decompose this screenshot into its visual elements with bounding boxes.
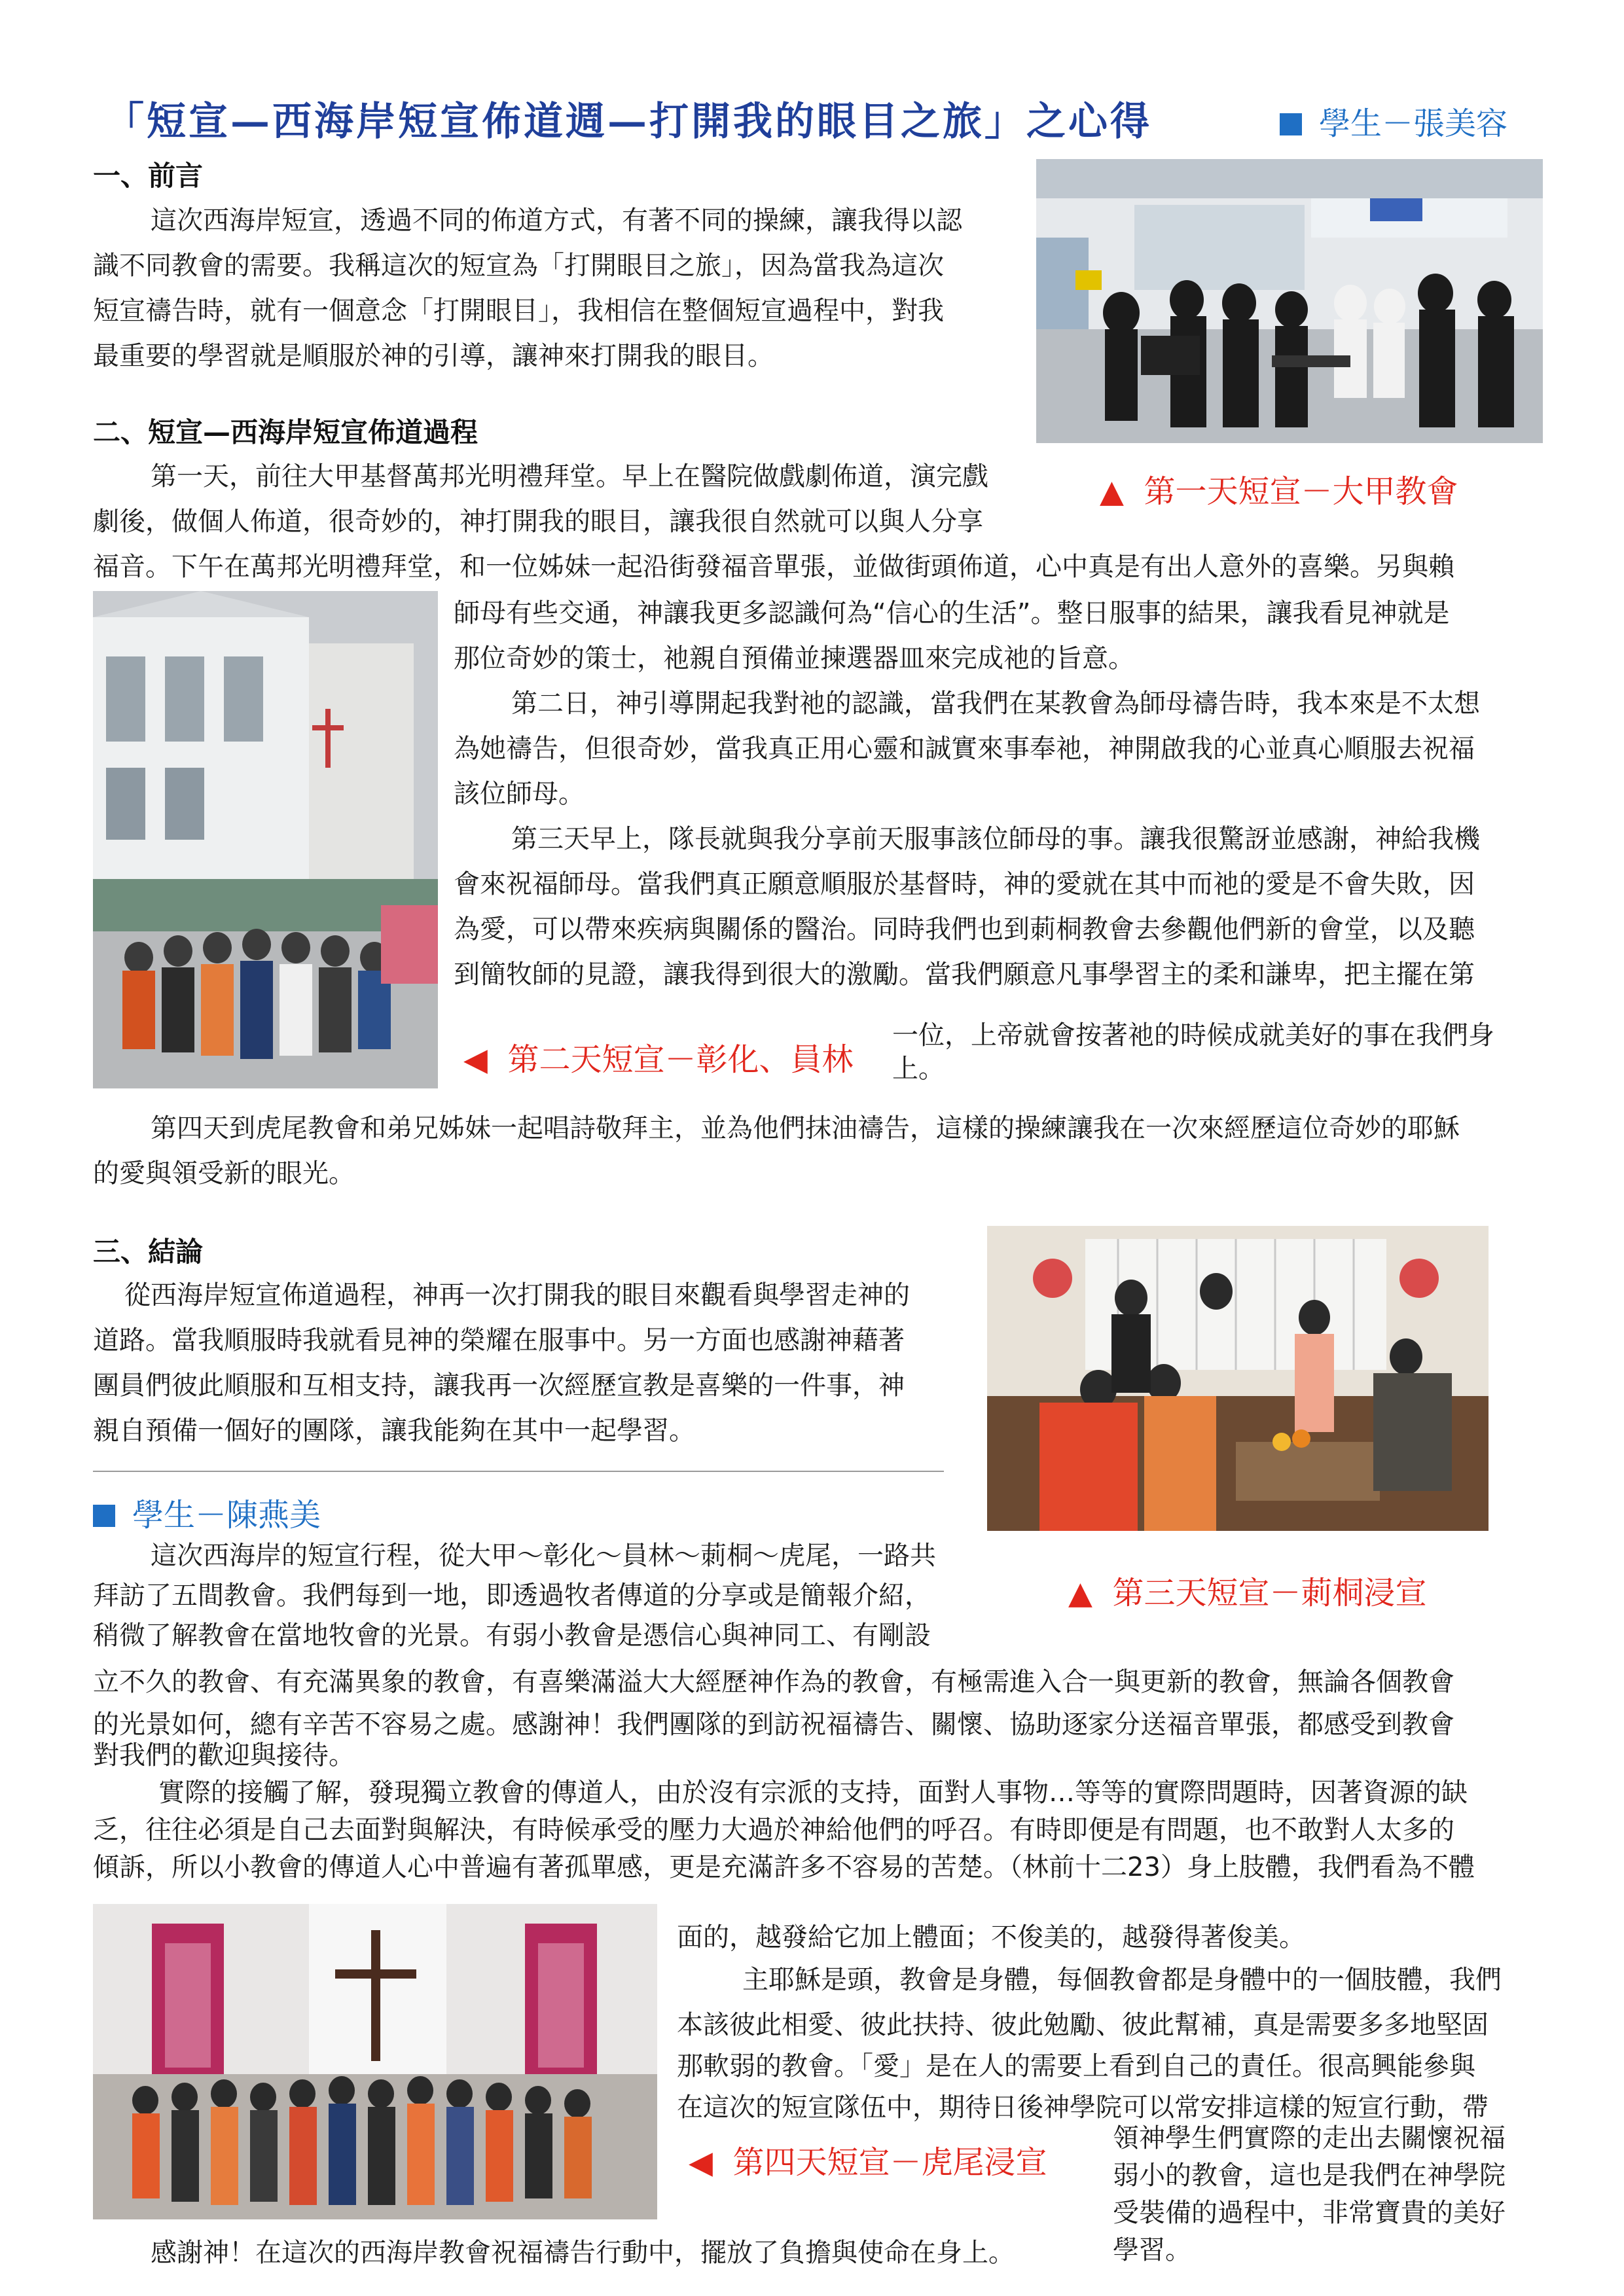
text-line: 那位奇妙的策士，祂親自預備並揀選器皿來完成祂的旨意。 xyxy=(454,643,1134,673)
text-line: 稍微了解教會在當地牧會的光景。有弱小教會是憑信心與神同工、有剛設 xyxy=(93,1621,931,1651)
text-line: 為她禱告，但很奇妙，當我真正用心靈和誠實來事奉祂，神開啟我的心並真心順服去祝福 xyxy=(454,734,1475,764)
up-triangle-icon: ▲ xyxy=(1100,473,1124,510)
text-line: 的愛與領受新的眼光。 xyxy=(93,1158,355,1189)
text-line: 短宣禱告時，就有一個意念「打開眼目」，我相信在整個短宣過程中，對我 xyxy=(93,296,944,326)
text-line: 弱小的教會，這也是我們在神學院 xyxy=(1113,2161,1506,2191)
text-line: 該位師母。 xyxy=(454,779,585,809)
text-line: 乏，往往必須是自己去面對與解決，有時候承受的壓力大過於神給他們的呼召。有時即便是有問題，也不敢對人太多的 xyxy=(93,1815,1454,1845)
text-line: 的光景如何，總有辛苦不容易之處。感謝神！我們團隊的到訪祝福禱告、關懷、協助逐家分送福音單張，都感受到教會 xyxy=(93,1710,1454,1740)
text-line: 會來祝福師母。當我們真正願意順服於基督時，神的愛就在其中而祂的愛是不會失敗，因 xyxy=(454,869,1475,899)
author-byline-2 xyxy=(93,1490,321,1535)
photo-day3-citong xyxy=(987,1226,1489,1531)
process-paragraph-c xyxy=(892,1013,1543,1092)
caption-day4 xyxy=(689,2137,1047,2182)
text-line: 道路。當我順服時我就看見神的榮耀在服事中。另一方面也感謝神藉著 xyxy=(93,1325,905,1355)
photo-day4-huwei xyxy=(93,1904,657,2219)
text-line: 第三天早上，隊長就與我分享前天服事該位師母的事。讓我很驚訝並感謝，神給我機 xyxy=(511,824,1480,854)
author-1-name: 學生－張美容 xyxy=(1319,105,1508,142)
text-line: 領神學生們實際的走出去關懷祝福 xyxy=(1113,2123,1506,2153)
photo-day3-illustration xyxy=(987,1226,1489,1531)
text-line: 福音。下午在萬邦光明禮拜堂，和一位姊妹一起沿街發福音單張，並做街頭佈道，心中真是有出人意外的喜樂。另與賴 xyxy=(93,552,1454,582)
text-line: 在這次的短宣隊伍中，期待日後神學院可以常安排這樣的短宣行動，帶 xyxy=(677,2092,1489,2123)
text-line: 到簡牧師的見證，讓我得到很大的激勵。當我們願意凡事學習主的柔和謙卑，把主擺在第 xyxy=(454,960,1475,990)
reflection-paragraph-c xyxy=(677,1915,1541,2130)
text-line: 識不同教會的需要。我稱這次的短宣為「打開眼目之旅」，因為當我為這次 xyxy=(93,251,944,281)
text-line: 面的，越發給它加上體面；不俊美的，越發得著俊美。 xyxy=(677,1922,1305,1952)
text-line: 第四天到虎尾教會和弟兄姊妹一起唱詩敬拜主，並為他們抹油禱告，這樣的操練讓我在一次來經歷這位奇妙的耶穌 xyxy=(151,1113,1460,1143)
photo-day2-illustration xyxy=(93,591,438,1088)
caption-day2-text: 第二天短宣－彰化、員林 xyxy=(507,1041,854,1078)
text-line: 第一天，前往大甲基督萬邦光明禮拜堂。早上在醫院做戲劇佈道，演完戲 xyxy=(151,461,988,492)
caption-day3 xyxy=(1068,1568,1426,1613)
text-line: 對我們的歡迎與接待。 xyxy=(93,1740,355,1770)
text-line: 一位，上帝就會按著祂的時候成就美好的事在我們身 xyxy=(892,1020,1494,1050)
text-line: 拜訪了五間教會。我們每到一地，即透過牧者傳道的分享或是簡報介紹， xyxy=(93,1581,931,1611)
photo-day1-dajia xyxy=(1036,159,1543,443)
text-line: 學習。 xyxy=(1113,2235,1191,2265)
process-paragraph-d xyxy=(93,1106,1540,1196)
intro-paragraph xyxy=(93,198,1006,379)
text-line: 本該彼此相愛、彼此扶持、彼此勉勵、彼此幫補，真是需要多多地堅固 xyxy=(677,2010,1489,2040)
article-title: 「短宣—西海岸短宣佈道週—打開我的眼目之旅」之心得 xyxy=(105,99,1152,145)
text-line: 最重要的學習就是順服於神的引導，讓神來打開我的眼目。 xyxy=(93,341,774,371)
section-heading-conclusion: 三、結論 xyxy=(93,1236,204,1268)
conclusion-paragraph xyxy=(93,1273,944,1454)
text-line: 那軟弱的教會。「愛」是在人的需要上看到自己的責任。很高興能參與 xyxy=(677,2051,1475,2081)
square-bullet-icon xyxy=(93,1505,115,1527)
caption-day1-text: 第一天短宣－大甲教會 xyxy=(1144,473,1458,510)
text-line: 感謝神！在這次的西海岸教會祝福禱告行動中，擺放了負擔與使命在身上。 xyxy=(151,2238,1015,2268)
text-line: 這次西海岸短宣，透過不同的佈道方式，有著不同的操練，讓我得以認 xyxy=(151,206,962,236)
process-paragraph-b xyxy=(454,591,1543,997)
text-line: 親自預備一個好的團隊，讓我能夠在其中一起學習。 xyxy=(93,1416,695,1446)
reflection-paragraph-b xyxy=(93,1660,1540,1890)
text-line: 受裝備的過程中，非常寶貴的美好 xyxy=(1113,2198,1506,2228)
text-line: 這次西海岸的短宣行程，從大甲～彰化～員林～莿桐～虎尾，一路共 xyxy=(151,1541,936,1571)
text-line: 主耶穌是頭，教會是身體，每個教會都是身體中的一個肢體，我們 xyxy=(742,1965,1502,1995)
photo-day1-illustration xyxy=(1036,159,1543,443)
text-line: 為愛，可以帶來疾病與關係的醫治。同時我們也到莿桐教會去參觀他們新的會堂，以及聽 xyxy=(454,914,1475,944)
text-line: 實際的接觸了解，發現獨立教會的傳道人，由於沒有宗派的支持，面對人事物…等等的實際問題時，因著資源的缺 xyxy=(158,1778,1468,1808)
caption-day4-text: 第四天短宣－虎尾浸宣 xyxy=(732,2144,1047,2181)
text-line: 立不久的教會、有充滿異象的教會，有喜樂滿溢大大經歷神作為的教會，有極需進入合一與更新的教會，無論各個教會 xyxy=(93,1667,1454,1697)
photo-day4-illustration xyxy=(93,1904,657,2219)
author-byline-1 xyxy=(1280,98,1507,143)
caption-day3-text: 第三天短宣－莿桐浸宣 xyxy=(1112,1575,1427,1611)
section-divider xyxy=(93,1471,944,1472)
text-line: 從西海岸短宣佈道過程，神再一次打開我的眼目來觀看與學習走神的 xyxy=(124,1280,910,1310)
caption-day1 xyxy=(1100,466,1458,511)
text-line: 第二日，神引導開起我對祂的認識，當我們在某教會為師母禱告時，我本來是不太想 xyxy=(511,689,1480,719)
square-bullet-icon xyxy=(1280,113,1302,135)
reflection-paragraph-a xyxy=(93,1534,970,1659)
author-2-name: 學生－陳燕美 xyxy=(132,1497,321,1534)
left-triangle-icon: ◀ xyxy=(463,1041,488,1078)
up-triangle-icon: ▲ xyxy=(1068,1575,1092,1611)
section-heading-intro: 一、前言 xyxy=(93,160,204,192)
text-line: 上。 xyxy=(892,1054,945,1084)
text-line: 劇後，做個人佈道，很奇妙的，神打開我的眼目，讓我很自然就可以與人分享 xyxy=(93,507,983,537)
caption-day2 xyxy=(463,1034,853,1079)
text-line: 團員們彼此順服和互相支持，讓我再一次經歷宣教是喜樂的一件事，神 xyxy=(93,1371,905,1401)
left-triangle-icon: ◀ xyxy=(689,2144,713,2181)
closing-paragraph xyxy=(151,2231,1525,2276)
section-heading-process: 二、短宣—西海岸短宣佈道過程 xyxy=(93,416,478,448)
text-line: 師母有些交通，神讓我更多認識何為“信心的生活”。整日服事的結果，讓我看見神就是 xyxy=(454,598,1450,628)
text-line: 傾訴，所以小教會的傳道人心中普遍有著孤單感，更是充滿許多不容易的苦楚。（林前十二23）身上肢體，我們看為不體 xyxy=(93,1852,1475,1882)
photo-day2-changhua xyxy=(93,591,438,1088)
